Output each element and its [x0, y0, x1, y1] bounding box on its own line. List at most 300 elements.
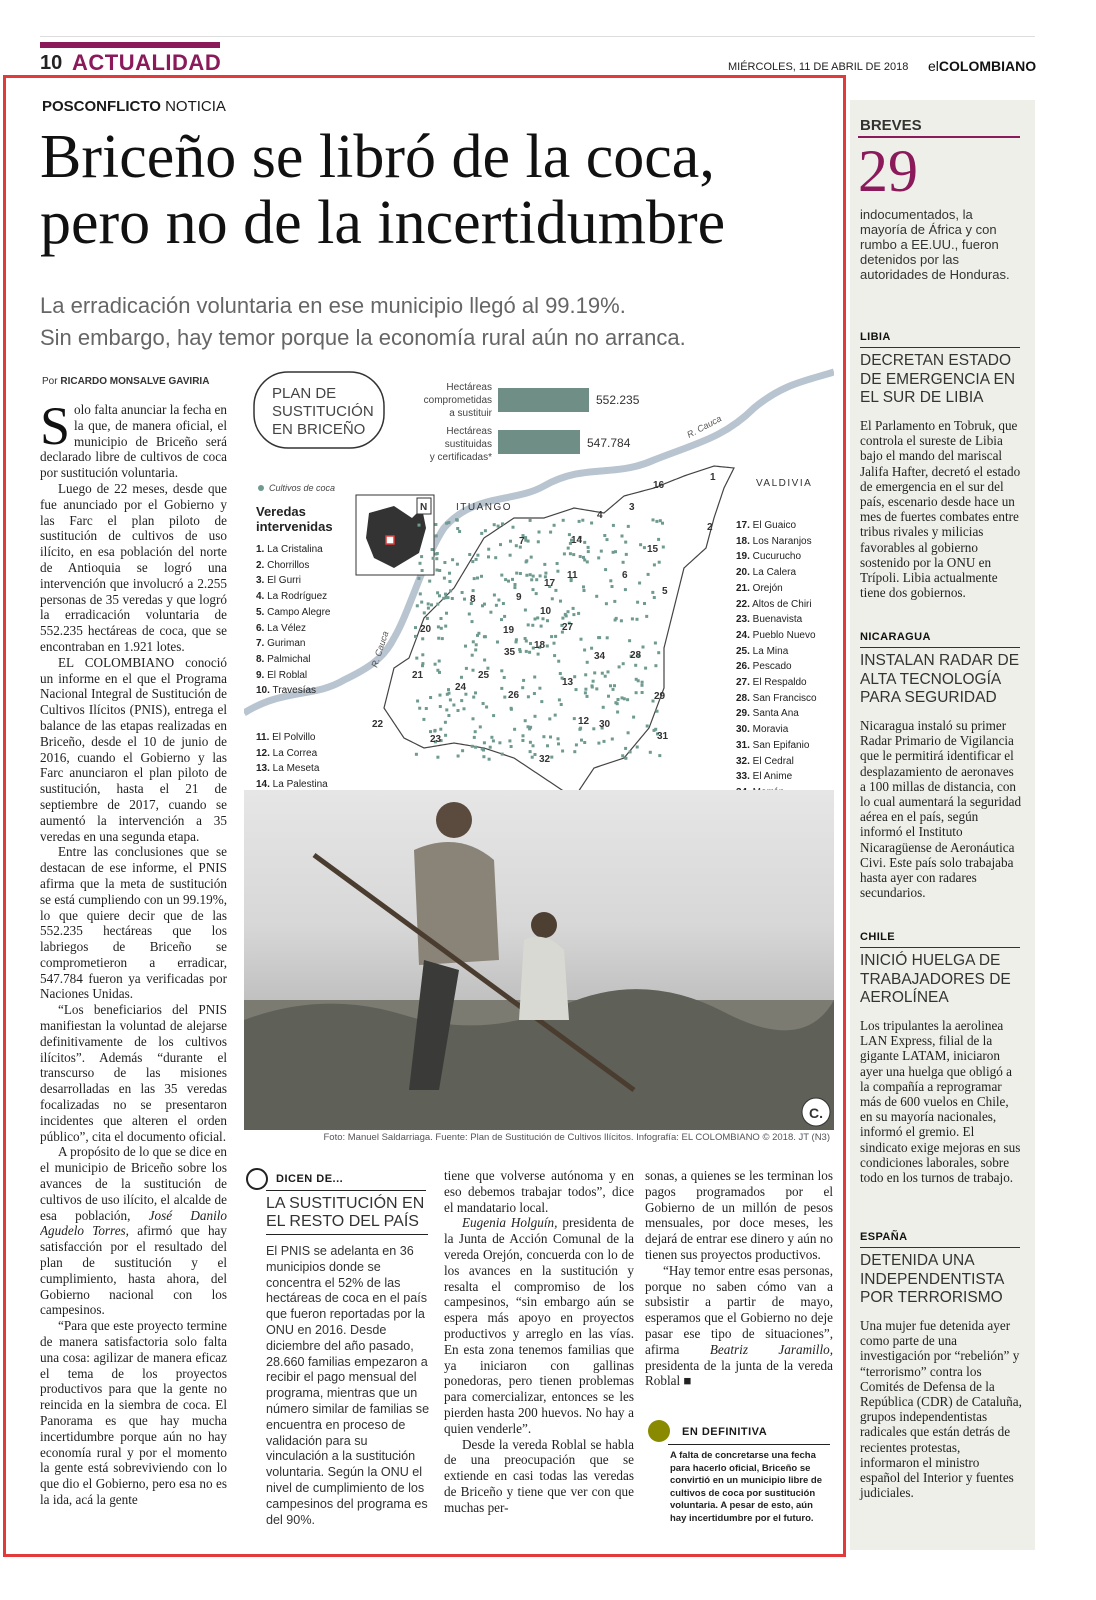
coca-dot — [438, 594, 441, 597]
coca-dot — [534, 618, 537, 621]
coca-dot — [609, 684, 612, 687]
coca-dot — [500, 574, 503, 577]
vereda-number: 30 — [599, 719, 611, 730]
coca-dot — [421, 637, 424, 640]
vereda-number: 10 — [540, 606, 552, 617]
coca-dot — [579, 555, 582, 558]
vereda-list-item: 33. El Anime — [736, 771, 793, 783]
coca-dot — [513, 728, 516, 731]
paragraph: Luego de 22 meses, desde que fue anunciado por el Gobierno y las Farc el plan piloto de sustitución de cultivos de uso ilícito, en esa población del norte de Antioquia se logró una intervención que involucró a 2.255 personas de 35 veredas y que logró la erradicación voluntaria de 552.235 hectáreas de coca, que se encontraban en 1.921 lotes. — [40, 480, 227, 654]
coca-dot — [426, 617, 429, 620]
coca-dot — [515, 544, 518, 547]
coca-dot — [626, 698, 629, 701]
coca-dot — [440, 617, 443, 620]
coca-dot — [465, 667, 468, 670]
breves-big-number-text: indocumentados, la mayoría de África y con rumbo a EE.UU., fueron detenidos por las autoridades de Honduras. — [860, 207, 1010, 282]
vereda-number: 15 — [647, 544, 659, 555]
paragraph-text: olo falta anunciar la fecha en la que, de manera oficial, el municipio de Briceño será declarado libre de cultivos de coca por sustitución voluntaria. — [40, 402, 227, 481]
vereda-list-item: 8. Palmichal — [256, 653, 311, 665]
coca-dot — [658, 754, 661, 757]
article-column-4 — [645, 1168, 833, 1389]
coca-dot — [572, 553, 575, 556]
coca-dot — [653, 729, 656, 732]
coca-dot — [532, 744, 535, 747]
vereda-number: 25 — [478, 670, 490, 681]
coca-dot — [488, 758, 491, 761]
coca-dot — [415, 657, 418, 660]
coca-dot — [556, 562, 559, 565]
vereda-list-item: 30. Moravia — [736, 724, 789, 736]
coca-dot — [624, 541, 627, 544]
coca-dot — [580, 739, 583, 742]
coca-dot — [563, 552, 566, 555]
coca-dot — [642, 646, 645, 649]
vereda-list-item: 19. Cucurucho — [736, 551, 802, 563]
coca-dot — [473, 577, 476, 580]
coca-dot — [598, 636, 601, 639]
coca-dot — [472, 640, 475, 643]
subheadline — [40, 290, 830, 354]
coca-dot — [658, 561, 661, 564]
coca-dot — [600, 550, 603, 553]
kicker-type: NOTICIA — [165, 98, 226, 115]
vereda-number: 35 — [504, 647, 516, 658]
coca-dot — [485, 706, 488, 709]
brief-body-espana: Una mujer fue detenida ayer como parte de una investigación por “rebelión” y “terrorismo” contra los Comités de Defensa de la República (CDR) de Cataluña, grupos independentistas radicales que están detrás de recientes protestas, informaron el ministro español del Interior y fuentes judiciales. — [860, 1318, 1022, 1501]
coca-dot — [436, 669, 439, 672]
place-valdivia: VALDIVIA — [756, 478, 813, 489]
coca-dot — [654, 642, 657, 645]
coca-dot — [479, 725, 482, 728]
veredas-list-c — [736, 518, 817, 816]
coca-dot — [567, 610, 570, 613]
coca-dot — [584, 691, 587, 694]
coca-dot — [472, 717, 475, 720]
coca-dot — [595, 687, 598, 690]
vereda-list-item: 29. Santa Ana — [736, 708, 799, 720]
coca-dot — [529, 726, 532, 729]
vereda-number: 29 — [654, 691, 666, 702]
brief-body-chile: Los tripulantes la aerolinea LAN Express, filial de la gigante LATAM, iniciaron ayer una huelga que obligó a la compañía a reprogramar más de 600 vuelos en Chile, en su mayoría nacionales, informó el gremio. El sindicato exige mejoras en sus condiciones laborales, sobre todo en los turnos de trabajo. — [860, 1018, 1021, 1186]
photo-farmer-head — [436, 802, 472, 838]
coca-dot — [597, 556, 600, 559]
paragraph: EL COLOMBIANO conoció un informe en el que el Programa Nacional Integral de Sustitución de Cultivos Ilícitos (PNIS), entrega el balance de las etapas realizadas en Briceño, desde el 10 de junio de 2016, cuando el Gobierno y las Farc anunciaron el plan piloto de sustitución, hasta el 21 de septiembre de 2017, cuando se aumentó la intervención a 35 veredas en una segunda etapa. — [40, 654, 227, 844]
quoted-person: Beatriz Jaramillo, — [709, 1341, 833, 1357]
coca-dot — [439, 694, 442, 697]
coca-dot — [529, 519, 532, 522]
coca-dot — [657, 651, 660, 654]
coca-dot — [582, 556, 585, 559]
coca-dot — [414, 626, 417, 629]
coca-dot — [468, 613, 471, 616]
photo-farmer-body — [414, 842, 499, 965]
section-color-bar — [40, 42, 220, 48]
coca-dot — [440, 627, 443, 630]
en-definitiva-rule — [668, 1444, 830, 1445]
coca-dot — [572, 613, 575, 616]
coca-dot — [612, 688, 615, 691]
veredas-title-1: Veredas — [256, 504, 306, 519]
coca-dot — [614, 550, 617, 553]
dicen-de-body: El PNIS se adelanta en 36 municipios donde se concentra el 52% de las hectáreas de coca en el país que fueron reportadas por la ONU en 2016. Desde diciembre del año pasado, 28.660 familias empezaron a recibir el pago mensual del programa, mientras que un número similar de familias se encuentra en proceso de validación para su vinculación a la sustitución voluntaria. Según la ONU el nivel de cumplimiento de los campesinos del programa es del 90%. — [266, 1244, 430, 1527]
coca-dot — [643, 546, 646, 549]
vereda-number: 24 — [455, 682, 467, 693]
issue-date: MIÉRCOLES, 11 DE ABRIL DE 2018 — [728, 61, 909, 73]
infographic-title-2: SUSTITUCIÓN — [272, 403, 374, 420]
coca-dot — [461, 591, 464, 594]
bar2-label-3: y certificadas* — [429, 452, 492, 463]
bar2-value: 547.784 — [587, 436, 631, 450]
coca-dot — [471, 620, 474, 623]
vereda-number: 23 — [430, 734, 442, 745]
coca-dot — [636, 601, 639, 604]
coca-dot — [444, 593, 447, 596]
coca-dot — [512, 526, 515, 529]
vereda-number: 27 — [562, 622, 574, 633]
coca-dot — [567, 547, 570, 550]
coca-dot — [559, 600, 562, 603]
coca-dot — [616, 711, 619, 714]
coca-dot — [592, 727, 595, 730]
vereda-list-item: 17. El Guaico — [736, 520, 797, 531]
coca-dot — [444, 734, 447, 737]
coca-dot — [586, 695, 589, 698]
coca-dot — [586, 560, 589, 563]
coca-dot — [529, 750, 532, 753]
vereda-number: 21 — [412, 670, 424, 681]
coca-dot — [451, 597, 454, 600]
coca-dot — [461, 749, 464, 752]
coca-dot — [492, 739, 495, 742]
coca-dot — [533, 692, 536, 695]
breves-big-number: 29 — [858, 138, 918, 204]
drop-cap: S — [40, 402, 71, 456]
coca-dot — [420, 601, 423, 604]
coca-dot — [595, 595, 598, 598]
coca-dot — [421, 569, 424, 572]
coca-dot — [436, 603, 439, 606]
coca-dot — [624, 757, 627, 760]
bar1-label-1: Hectáreas — [446, 382, 492, 393]
coca-dot — [607, 670, 610, 673]
coca-dot — [531, 756, 534, 759]
coca-dot — [471, 745, 474, 748]
coca-dot — [482, 702, 485, 705]
vereda-list-item: 10. Travesías — [256, 685, 317, 697]
coca-dot — [622, 662, 625, 665]
coca-dot — [605, 602, 608, 605]
masthead-name: COLOMBIANO — [938, 58, 1037, 74]
coca-dot — [476, 634, 479, 637]
coca-dot — [538, 531, 541, 534]
coca-dot — [509, 554, 512, 557]
breves-label: BREVES — [860, 117, 922, 134]
coca-dot — [483, 635, 486, 638]
veredas-title-2: intervenidas — [256, 519, 333, 534]
coca-dot — [602, 706, 605, 709]
coca-dot — [573, 717, 576, 720]
coca-dot — [416, 700, 419, 703]
coca-dot — [614, 619, 617, 622]
coca-dot — [487, 555, 490, 558]
coca-dot — [611, 738, 614, 741]
brief-rule — [860, 347, 1020, 348]
vereda-list-item: 20. La Calera — [736, 567, 797, 579]
vereda-number: 26 — [508, 690, 520, 701]
coca-dot — [527, 725, 530, 728]
coca-dot — [432, 557, 435, 560]
coca-dot — [500, 669, 503, 672]
coca-dot — [628, 639, 631, 642]
coca-dot — [644, 667, 647, 670]
brief-title-nicaragua: INSTALAN RADAR DE ALTA TECNOLOGÍA PARA SEGURIDAD — [860, 652, 1020, 706]
coca-dot — [583, 741, 586, 744]
paragraph-text: presidenta de la junta de la vereda Roblal ■ — [645, 1357, 833, 1389]
coca-dot — [439, 705, 442, 708]
coca-dot — [612, 524, 615, 527]
coca-dot — [439, 728, 442, 731]
coca-dot — [471, 560, 474, 563]
coca-dot — [447, 688, 450, 691]
coca-dot — [524, 539, 527, 542]
vereda-number: 20 — [420, 624, 432, 635]
vereda-number: 6 — [622, 570, 628, 581]
coca-dot — [527, 623, 530, 626]
coca-dot — [627, 731, 630, 734]
vereda-list-item: 1. La Cristalina — [256, 544, 323, 555]
coca-dot — [447, 714, 450, 717]
brief-body-libia: El Parlamento en Tobruk, que controla el sureste de Libia bajo el mando del mariscal Jalifa Hafter, decretó el estado de emergencia en el sur del país, escenario desde hace un mes de fuertes combates entre tribus rivales y milicias favorables al gobierno sostenido por la ONU en Trípoli. Libia actualmente tiene dos gobiernos. — [860, 418, 1021, 601]
coca-dot — [483, 659, 486, 662]
coca-dot — [460, 699, 463, 702]
coca-dot — [540, 700, 543, 703]
coca-dot — [448, 692, 451, 695]
photo-caption: Foto: Manuel Saldarriaga. Fuente: Plan de Sustitución de Cultivos Ilícitos. Infografía: EL COLOMBIANO © 2018. JT (N3) — [323, 1132, 830, 1143]
coca-dot — [474, 730, 477, 733]
infographic-title-3: EN BRICEÑO — [272, 421, 366, 438]
coca-dot — [524, 609, 527, 612]
brief-country-chile: CHILE — [860, 931, 895, 943]
coca-dot — [414, 635, 417, 638]
coca-dot — [627, 525, 630, 528]
river-label-2: R. Cauca — [369, 629, 391, 669]
coca-dot — [435, 557, 438, 560]
coca-dot — [578, 520, 581, 523]
coca-dot — [540, 625, 543, 628]
coca-dot — [548, 717, 551, 720]
coca-dot — [654, 664, 657, 667]
vereda-list-item: 24. Pueblo Nuevo — [736, 629, 816, 641]
coca-dot — [652, 518, 655, 521]
vereda-number: 1 — [710, 472, 716, 483]
coca-dot — [618, 665, 621, 668]
coca-dot — [553, 524, 556, 527]
coca-dot — [493, 523, 496, 526]
coca-dot — [558, 698, 561, 701]
coca-dot — [487, 548, 490, 551]
vereda-number: 2 — [707, 522, 713, 533]
brief-country-espana: ESPAÑA — [860, 1231, 908, 1243]
vereda-number: 16 — [653, 480, 665, 491]
coca-dot — [444, 625, 447, 628]
paragraph-text: afirmó que hay satisfacción por el resultado del plan de sustitución y el cumplimiento, hasta ahora, del Gobierno nacional con los campesinos. — [40, 1223, 227, 1318]
coca-dot — [457, 755, 460, 758]
coca-dot — [448, 572, 451, 575]
coca-dot — [449, 698, 452, 701]
coca-dot — [445, 708, 448, 711]
coca-dot — [546, 645, 549, 648]
veredas-list-a — [256, 542, 331, 699]
coca-dot — [662, 546, 665, 549]
coca-dot — [559, 672, 562, 675]
coca-dot — [554, 589, 557, 592]
coca-dot — [472, 589, 475, 592]
vereda-number: 3 — [629, 502, 635, 513]
coca-dot — [463, 707, 466, 710]
coca-dot — [463, 598, 466, 601]
vereda-list-item: 26. Pescado — [736, 661, 792, 673]
coca-dot — [475, 558, 478, 561]
vereda-number: 5 — [662, 586, 668, 597]
paragraph — [40, 1144, 227, 1318]
coca-dot — [590, 647, 593, 650]
page-number: 10 — [40, 52, 63, 74]
coca-dot — [468, 553, 471, 556]
brief-country-nicaragua: NICARAGUA — [860, 631, 931, 643]
coca-dot — [636, 746, 639, 749]
vereda-list-item: 4. La Rodríguez — [256, 591, 328, 603]
kicker-section: POSCONFLICTO — [42, 98, 161, 115]
headline — [40, 124, 840, 256]
coca-dot — [607, 695, 610, 698]
coca-dot — [580, 638, 583, 641]
coca-dot — [518, 648, 521, 651]
coca-dot — [457, 709, 460, 712]
bar-committed — [498, 388, 589, 412]
coca-dot — [525, 574, 528, 577]
coca-dot — [587, 550, 590, 553]
coca-dot — [447, 596, 450, 599]
coca-dot — [421, 653, 424, 656]
coca-dot — [622, 561, 625, 564]
coca-dot — [634, 664, 637, 667]
coca-dot — [645, 615, 648, 618]
coca-dot — [603, 534, 606, 537]
coca-dot — [537, 653, 540, 656]
coca-dot — [428, 580, 431, 583]
coca-dot — [653, 596, 656, 599]
coca-dot — [651, 591, 654, 594]
headline-line-2: pero no de la incertidumbre — [40, 189, 726, 257]
coca-dot — [489, 746, 492, 749]
coca-dot — [639, 543, 642, 546]
coca-dot — [524, 719, 527, 722]
coca-dot — [577, 612, 580, 615]
coca-dot — [532, 575, 535, 578]
coca-dot — [456, 563, 459, 566]
bar1-label-3: a sustituir — [449, 408, 492, 419]
vereda-number: 28 — [630, 650, 642, 661]
coca-dot — [511, 578, 514, 581]
coca-dot — [442, 597, 445, 600]
coca-dot — [562, 519, 565, 522]
coca-dot — [606, 636, 609, 639]
coca-dot — [425, 707, 428, 710]
coca-dot — [445, 522, 448, 525]
coca-dot — [509, 540, 512, 543]
coca-dot — [493, 594, 496, 597]
coca-dot — [591, 684, 594, 687]
coca-dot — [529, 741, 532, 744]
vereda-list-item: 27. El Respaldo — [736, 677, 807, 689]
brief-body-nicaragua: Nicaragua instaló su primer Radar Primario de Vigilancia que le permitirá identificar el desplazamiento de aeronaves a 100 millas de distancia, con lo cual aumentará la seguridad aérea en el país, según informó el Instituto Nicaragüense de Aeronáutica Civi. Este país solo trabajaba hasta ayer con radares secundarios. — [860, 718, 1022, 901]
photo-woman-head — [531, 912, 557, 938]
coca-dot — [422, 718, 425, 721]
coca-dot — [578, 728, 581, 731]
coca-dot — [536, 616, 539, 619]
coca-dot — [532, 588, 535, 591]
coca-dot — [507, 580, 510, 583]
coca-dot — [476, 577, 479, 580]
coca-dot — [635, 678, 638, 681]
coca-dot — [500, 687, 503, 690]
paragraph: sonas, a quienes se les terminan los pagos programados por el Gobierno de un millón de pesos mensuales, por doce meses, les dejará de entrar ese dinero y aún no tienen sus proyectos productivos. — [645, 1168, 833, 1262]
coca-dot — [503, 696, 506, 699]
vereda-number: 32 — [539, 754, 551, 765]
coca-dot — [515, 572, 518, 575]
coca-dot — [458, 530, 461, 533]
coca-dot — [557, 660, 560, 663]
coca-dot — [604, 675, 607, 678]
vereda-list-item: 2. Chorrillos — [256, 559, 310, 571]
bar-certified — [498, 430, 580, 454]
coca-dot — [581, 519, 584, 522]
paragraph-text: presidenta de la Junta de Acción Comunal de la vereda Orejón, concuerda con lo de los avances en la sustitución y resalta el compromiso de los campesinos, “sin embargo aún se espera más apoyo en proyectos productivos y arreglo en las vías. En esta zona tenemos familias que ya iniciaron con gallinas ponedoras, pero tienen problemas para comercializar, entonces se les pierden hasta 200 huevos. No hay a quien venderle”. — [444, 1215, 635, 1436]
coca-dot — [561, 617, 564, 620]
vereda-number: 17 — [544, 578, 556, 589]
vereda-number: 19 — [503, 625, 515, 636]
coca-dot — [542, 617, 545, 620]
coca-dot — [444, 721, 447, 724]
coca-dot — [498, 741, 501, 744]
coca-dot — [638, 582, 641, 585]
article-column-1 — [40, 402, 227, 1534]
coca-dot — [641, 681, 644, 684]
coca-dot — [417, 577, 420, 580]
compass-north: N — [420, 502, 428, 513]
coca-dot — [449, 589, 452, 592]
coca-dot — [420, 555, 423, 558]
coca-dot — [561, 750, 564, 753]
dicen-rule-2 — [266, 1234, 428, 1235]
masthead-prefix: el — [928, 58, 939, 74]
coca-dot — [525, 650, 528, 653]
coca-dot — [421, 664, 424, 667]
coca-dot — [521, 739, 524, 742]
coca-dot — [534, 753, 537, 756]
coca-dot — [621, 754, 624, 757]
coca-dot — [549, 736, 552, 739]
coca-dot — [480, 575, 483, 578]
coca-dot — [522, 679, 525, 682]
coca-dot — [448, 580, 451, 583]
coca-dot — [437, 637, 440, 640]
coca-dot — [499, 543, 502, 546]
coca-dot — [452, 704, 455, 707]
coca-dot — [550, 756, 553, 759]
paragraph: Entre las conclusiones que se destacan de ese informe, el PNIS afirma que la meta de sustitución se está cumpliendo con un 99.19%, lo que quiere decir que de las 552.235 hectáreas que los labriegos de Briceño se comprometieron a erradicar, 547.784 fueron ya verificadas por Naciones Unidas. — [40, 844, 227, 1002]
coca-dot — [553, 654, 556, 657]
